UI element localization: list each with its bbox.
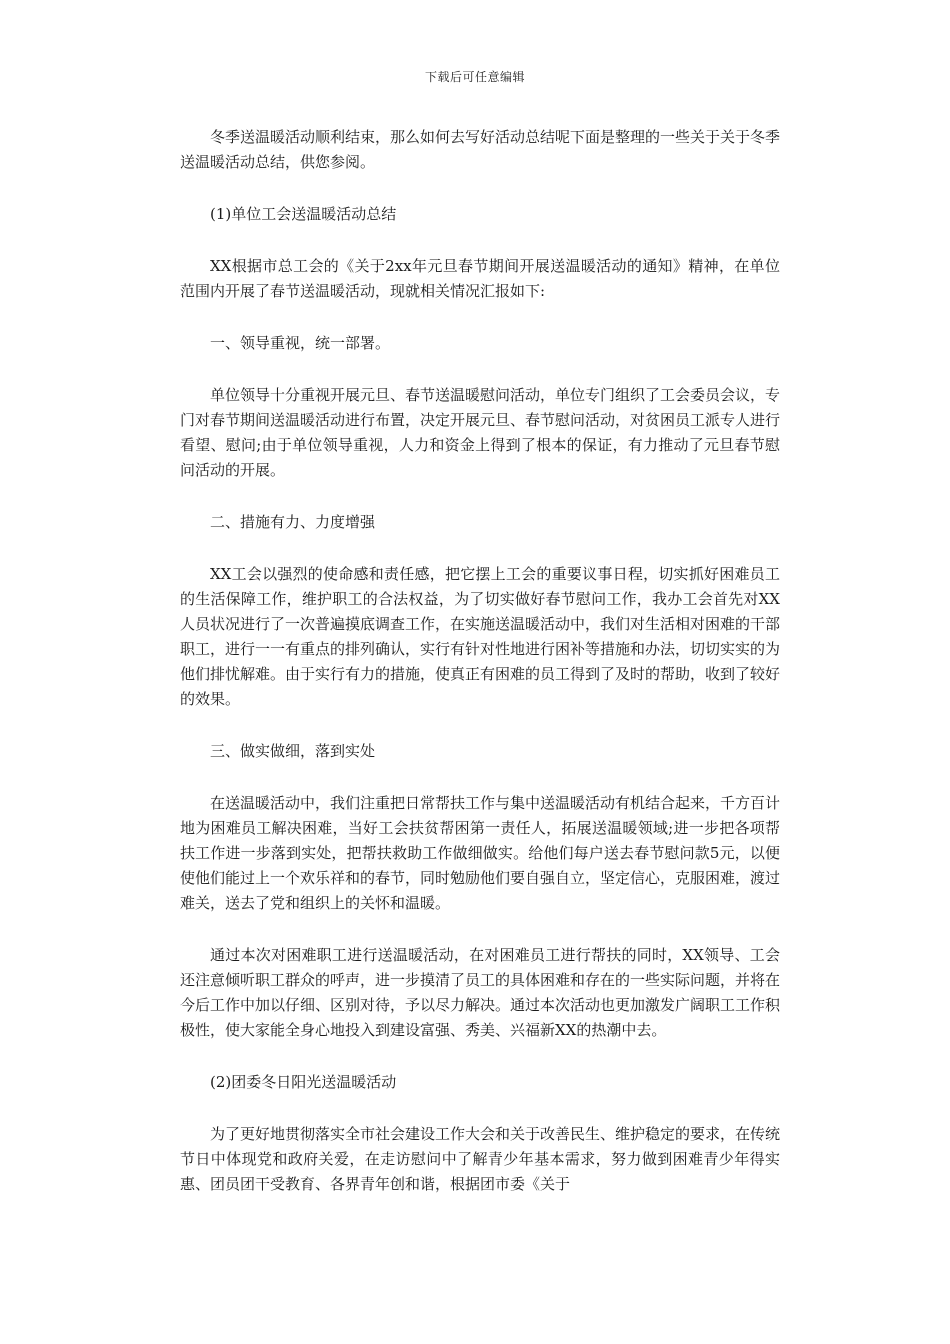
body-paragraph: 为了更好地贯彻落实全市社会建设工作大会和关于改善民生、维护稳定的要求，在传统节日中体现党和政府关爱，在走访慰问中了解青少年基本需求，努力做到困难青少年得实惠、团员团干受教育、各界青年创和谐，根据团市委《关于 <box>180 1125 781 1193</box>
intro-paragraph: 冬季送温暖活动顺利结束，那么如何去写好活动总结呢下面是整理的一些关于关于冬季送温暖活动总结，供您参阅。 <box>180 128 781 171</box>
section-title-1: (1)单位工会送温暖活动总结 <box>210 205 397 223</box>
subheading: 一、领导重视，统一部署。 <box>210 334 391 352</box>
section-title-2: (2)团委冬日阳光送温暖活动 <box>210 1073 397 1091</box>
body-paragraph: 单位领导十分重视开展元旦、春节送温暖慰问活动，单位专门组织了工会委员会议，专门对春节期间送温暖活动进行布置，决定开展元旦、春节慰问活动，对贫困员工派专人进行看望、慰问;由于单位领导重视，人力和资金上得到了根本的保证，有力推动了元旦春节慰问活动的开展。 <box>180 386 781 479</box>
page-header: 下载后可任意编辑 <box>424 70 525 84</box>
subheading: 三、做实做细，落到实处 <box>210 742 376 760</box>
document-body <box>180 125 780 1224</box>
body-paragraph: 在送温暖活动中，我们注重把日常帮扶工作与集中送温暖活动有机结合起来，千方百计地为困难员工解决困难，当好工会扶贫帮困第一责任人，拓展送温暖领域;进一步把各项帮扶工作进一步落到实处，把帮扶救助工作做细做实。给他们每户送去春节慰问款5元，以便使他们能过上一个欢乐祥和的春节，同时勉励他们要自强自立，坚定信心，克服困难，渡过难关，送去了党和组织上的关怀和温暖。 <box>180 794 781 912</box>
body-paragraph: XX工会以强烈的使命感和责任感，把它摆上工会的重要议事日程，切实抓好困难员工的生活保障工作，维护职工的合法权益，为了切实做好春节慰问工作，我办工会首先对XX人员状况进行了一次普遍摸底调查工作，在实施送温暖活动中，我们对生活相对困难的干部职工，进行一一有重点的排列确认，实行有针对性地进行困补等措施和办法，切切实实的为他们排忧解难。由于实行有力的措施，使真正有困难的员工得到了及时的帮助，收到了较好的效果。 <box>180 565 781 708</box>
subheading: 二、措施有力、力度增强 <box>210 513 376 531</box>
body-paragraph: 通过本次对困难职工进行送温暖活动，在对困难员工进行帮扶的同时，XX领导、工会还注意倾听职工群众的呼声，进一步摸清了员工的具体困难和存在的一些实际问题，并将在今后工作中加以仔细、区别对待，予以尽力解决。通过本次活动也更加激发广阔职工工作积极性，使大家能全身心地投入到建设富强、秀美、兴福新XX的热潮中去。 <box>180 946 781 1039</box>
body-paragraph: XX根据市总工会的《关于2xx年元旦春节期间开展送温暖活动的通知》精神，在单位范围内开展了春节送温暖活动，现就相关情况汇报如下: <box>180 257 780 300</box>
